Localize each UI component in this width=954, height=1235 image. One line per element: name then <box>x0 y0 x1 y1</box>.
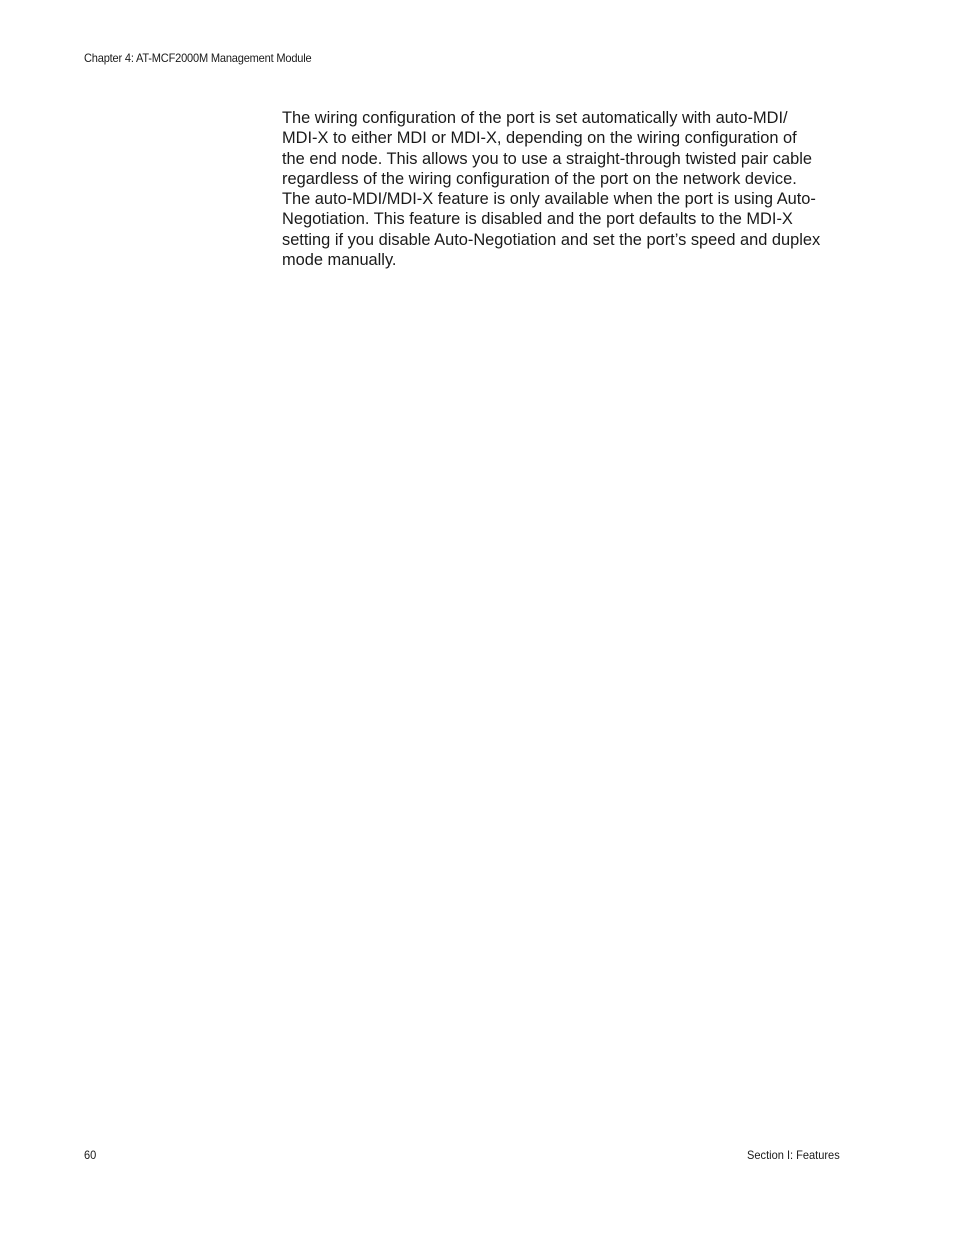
paragraph-line: The auto-MDI/MDI-X feature is only available when the port is using Auto- <box>282 190 816 209</box>
body-paragraph <box>282 108 852 270</box>
page-number: 60 <box>84 1148 97 1162</box>
paragraph-line: MDI-X to either MDI or MDI-X, depending on the wiring configuration of <box>282 129 797 148</box>
paragraph-line: setting if you disable Auto-Negotiation and set the port’s speed and duplex <box>282 230 821 249</box>
paragraph-line: regardless of the wiring configuration of the port on the network device. <box>282 169 797 188</box>
running-header: Chapter 4: AT-MCF2000M Management Module <box>84 51 312 65</box>
paragraph-line: the end node. This allows you to use a straight-through twisted pair cable <box>282 149 812 168</box>
paragraph-line: mode manually. <box>282 251 397 270</box>
section-title: Section I: Features <box>747 1148 840 1162</box>
paragraph-line: The wiring configuration of the port is set automatically with auto-MDI/ <box>282 109 788 127</box>
paragraph-line: Negotiation. This feature is disabled and the port defaults to the MDI-X <box>282 210 793 229</box>
